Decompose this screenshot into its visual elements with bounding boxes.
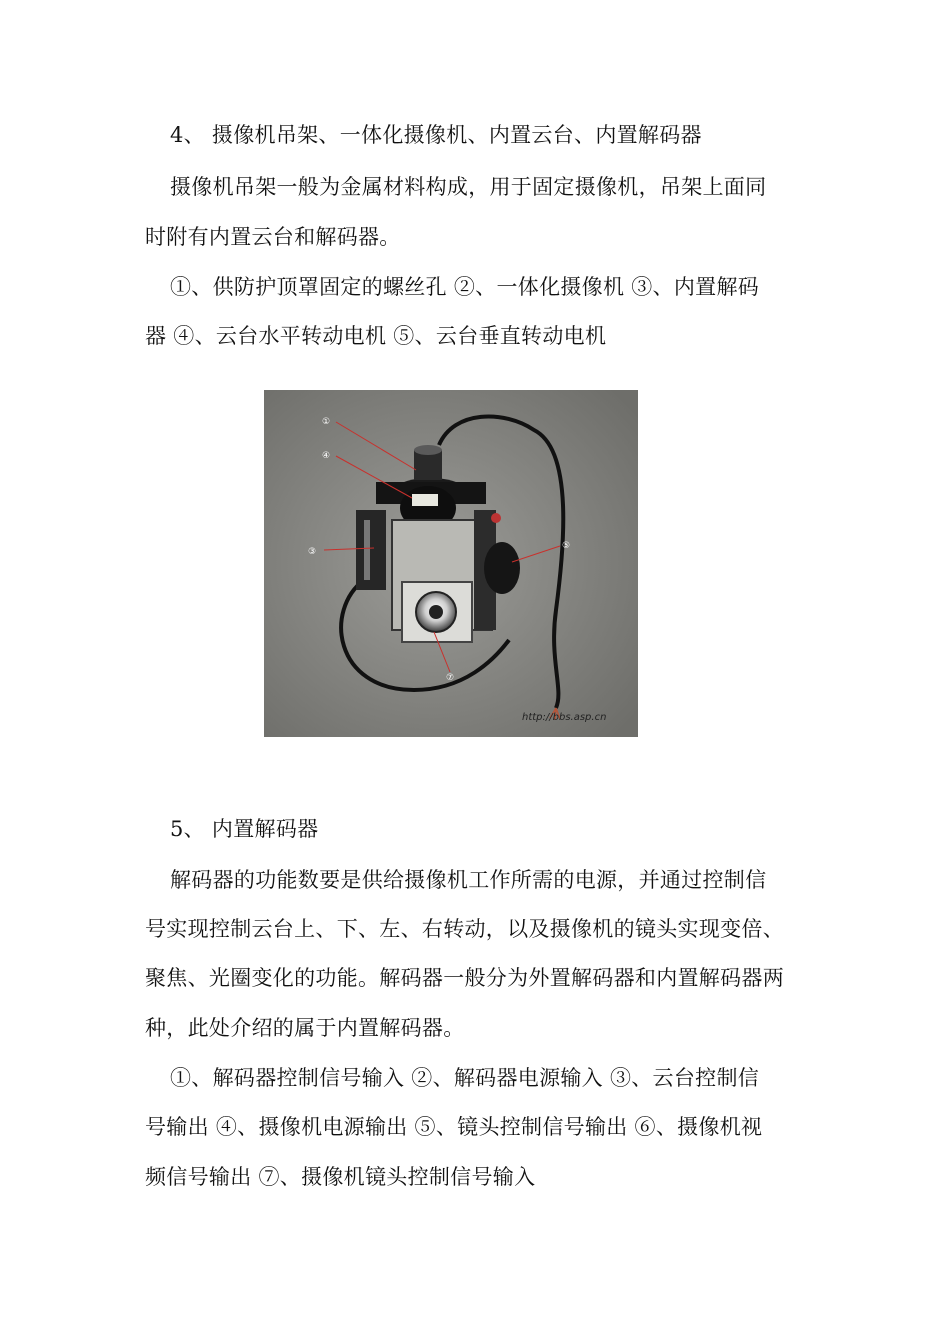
section-4-legend-line-2: 器 ④、云台水平转动电机 ⑤、云台垂直转动电机 [145,324,607,348]
section-5-heading: 5、 内置解码器 [170,817,319,841]
decoder-board [356,510,386,590]
section-5-paragraph-line-3: 聚焦、光圈变化的功能。解码器一般分为外置解码器和内置解码器两 [145,966,784,990]
marker-5: ⑤ [562,541,571,551]
marker-1: ① [322,417,331,427]
camera-bracket-photo [264,390,638,737]
camera-bracket-illustration [264,390,638,737]
section-5-paragraph-line-4: 种，此处介绍的属于内置解码器。 [145,1016,465,1040]
marker-7: ⑦ [446,673,455,683]
section-5-legend-line-2: 号输出 ④、摄像机电源输出 ⑤、镜头控制信号输出 ⑥、摄像机视 [145,1115,763,1139]
section-5-legend-line-1: ①、解码器控制信号输入 ②、解码器电源输入 ③、云台控制信 [170,1066,760,1090]
section-5-paragraph-line-2: 号实现控制云台上、下、左、右转动，以及摄像机的镜头实现变倍、 [145,917,784,941]
section-4-legend-line-1: ①、供防护顶罩固定的螺丝孔 ②、一体化摄像机 ③、内置解码 [170,275,760,299]
tilt-motor [484,542,520,594]
marker-3: ③ [308,547,317,557]
photo-watermark: http://bbs.asp.cn [522,712,607,723]
section-4-paragraph-line-1: 摄像机吊架一般为金属材料构成，用于固定摄像机，吊架上面同 [170,175,767,199]
motor-label [412,494,438,506]
marker-4: ④ [322,451,331,461]
section-4-paragraph-line-2: 时附有内置云台和解码器。 [145,225,401,249]
section-5-legend-line-3: 频信号输出 ⑦、摄像机镜头控制信号输入 [145,1165,536,1189]
section-4-heading: 4、 摄像机吊架、一体化摄像机、内置云台、内置解码器 [170,123,702,147]
red-connector [491,513,501,523]
section-5-paragraph-line-1: 解码器的功能数要是供给摄像机工作所需的电源，并通过控制信 [170,868,767,892]
